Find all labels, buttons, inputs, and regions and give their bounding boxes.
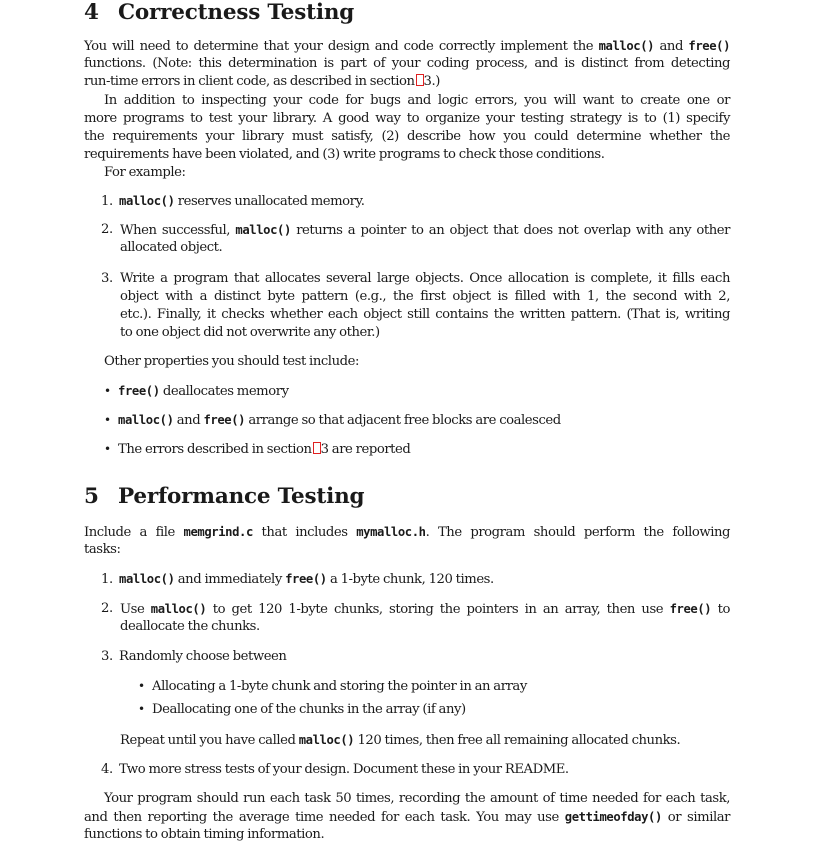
- sec4-p2-line1: In addition to inspecting your code for bugs and logic errors, you will want to create one or: [104, 93, 730, 108]
- sec4-p2-line3: the requirements your library must satisfy, (2) describe how you could determine whether the: [84, 129, 730, 144]
- list-item-3-line3: etc.). Finally, it checks whether each object still contains the written pattern. (That is, writing: [120, 307, 730, 322]
- list-item-2-line2: allocated object.: [120, 240, 223, 255]
- bullet-icon: •: [104, 384, 111, 398]
- list-item-3-line1: Write a program that allocates several large objects. Once allocation is complete, it fills each: [120, 271, 730, 286]
- section-ref-number[interactable]: 3: [320, 442, 329, 457]
- filename-memgrind: memgrind.c: [183, 525, 253, 539]
- sub-bullet-item: • Allocating a 1-byte chunk and storing the pointer in an array: [138, 679, 527, 694]
- sec4-p1-line2: functions. (Note: this determination is part of your coding process, and is distinct from detecting: [84, 56, 730, 71]
- other-properties-label: Other properties you should test include:: [104, 354, 359, 369]
- for-example-label: For example:: [104, 165, 186, 180]
- bullet-icon: •: [104, 442, 111, 456]
- bullet-item: • malloc() and free() arrange so that adjacent free blocks are coalesced: [104, 413, 561, 428]
- list-item-number: 3.: [101, 271, 113, 286]
- list-item-2-line1: When successful, malloc() returns a pointer to an object that does not overlap with any other: [120, 223, 731, 238]
- sec4-p2-line4: requirements have been violated, and (3) write programs to check those conditions.: [84, 147, 605, 162]
- bullet-icon: •: [138, 679, 145, 693]
- section-5-number: 5: [84, 484, 99, 509]
- section-5-title: Performance Testing: [118, 484, 365, 509]
- section-4-title: Correctness Testing: [118, 0, 355, 25]
- bullet-item: • The errors described in section 3 are reported: [104, 442, 411, 457]
- task-3-repeat: Repeat until you have called malloc() 120 times, then free all remaining allocated chunks.: [120, 733, 681, 748]
- sec4-p1-line1: You will need to determine that your design and code correctly implement the malloc() and free(): [84, 39, 731, 54]
- section-4-heading: [84, 0, 354, 25]
- bullet-item: • free() deallocates memory: [104, 384, 289, 399]
- list-item: 1. malloc() reserves unallocated memory.: [101, 194, 365, 209]
- section-link-box[interactable]: [416, 74, 424, 86]
- task-item: 1. malloc() and immediately free() a 1-byte chunk, 120 times.: [101, 572, 494, 587]
- list-item-3-line4: to one object did not overwrite any other.): [120, 325, 380, 340]
- task-item: 3. Randomly choose between: [101, 649, 287, 664]
- code-free: free(): [688, 39, 731, 53]
- list-item-3-line2: object with a distinct byte pattern (e.g., the first object is filled with 1, the second with 2,: [120, 289, 730, 304]
- list-item-number: 2.: [101, 222, 113, 237]
- sec5-outro-line2: and then reporting the average time needed for each task. You may use gettimeofday() or similar: [84, 810, 730, 825]
- section-link-box[interactable]: [313, 442, 321, 454]
- section-5-heading: [84, 484, 364, 509]
- task-number: 2.: [101, 601, 113, 616]
- sec5-outro-line3: functions to obtain timing information.: [84, 827, 325, 842]
- code-gettimeofday: gettimeofday(): [564, 810, 662, 824]
- filename-mymalloc: mymalloc.h: [356, 525, 426, 539]
- bullet-icon: •: [104, 413, 111, 427]
- sec4-p2-line2: more programs to test your library. A good way to organize your testing strategy is to (1) specify: [84, 111, 730, 126]
- section-4-number: 4: [84, 0, 99, 25]
- section-ref-number[interactable]: 3: [423, 74, 432, 89]
- sub-bullet-item: • Deallocating one of the chunks in the array (if any): [138, 702, 466, 717]
- sec5-intro-line2: tasks:: [84, 542, 121, 557]
- task-2-line2: deallocate the chunks.: [120, 619, 260, 634]
- code-malloc: malloc(): [598, 39, 655, 53]
- bullet-icon: •: [138, 702, 145, 716]
- task-2-line1: Use malloc() to get 120 1-byte chunks, storing the pointers in an array, then use free() to: [120, 602, 730, 617]
- sec5-outro-line1: Your program should run each task 50 times, recording the amount of time needed for each task,: [104, 791, 730, 806]
- task-item: 4. Two more stress tests of your design. Document these in your README.: [101, 762, 569, 777]
- sec5-intro-line1: Include a file memgrind.c that includes mymalloc.h. The program should perform the following: [84, 525, 730, 540]
- sec4-p1-line3: run-time errors in client code, as described in section 3.): [84, 74, 440, 89]
